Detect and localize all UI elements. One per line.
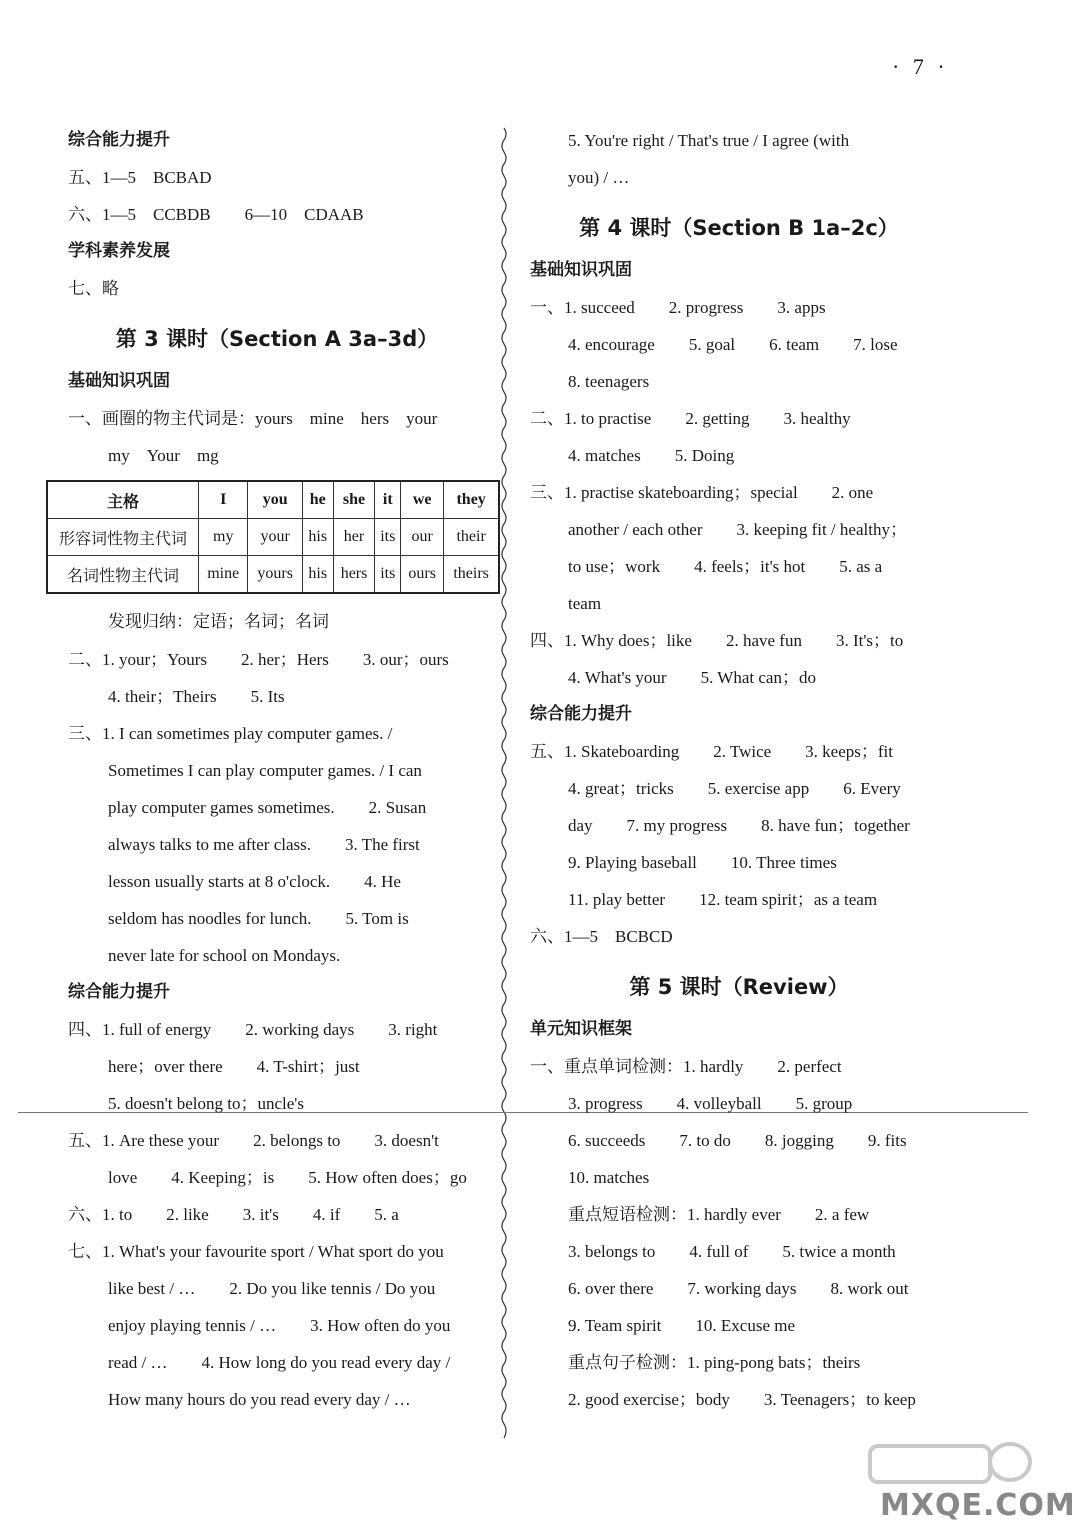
answer-line: play computer games sometimes. 2. Susan — [108, 798, 427, 817]
answer-line: 六、1—5 CCBDB 6—10 CDAAB — [68, 205, 364, 224]
answer-line: 四、1. full of energy 2. working days 3. right — [68, 1020, 438, 1039]
answer-line: you) / … — [568, 168, 630, 187]
answer-line: 6. over there 7. working days 8. work out — [568, 1279, 909, 1298]
answer-line: 三、1. I can sometimes play computer games. / — [68, 724, 393, 743]
left-column — [58, 122, 489, 1418]
answer-line: lesson usually starts at 8 o'clock. 4. He — [108, 872, 401, 891]
table-row: 形容词性物主代词 my your his her its our their — [47, 519, 499, 556]
answer-line: Sometimes I can play computer games. / I can — [108, 761, 422, 780]
answer-line: another / each other 3. keeping fit / healthy； — [568, 520, 907, 539]
answer-line: team — [568, 594, 602, 613]
answer-line: seldom has noodles for lunch. 5. Tom is — [108, 909, 409, 928]
answer-line: 10. matches — [568, 1168, 650, 1187]
answer-line: How many hours do you read every day / … — [108, 1390, 411, 1409]
pronoun-table — [46, 480, 500, 594]
answer-line: love 4. Keeping；is 5. How often does；go — [108, 1168, 467, 1187]
answer-line: 5. doesn't belong to；uncle's — [108, 1094, 304, 1113]
answer-line: 3. progress 4. volleyball 5. group — [568, 1094, 853, 1113]
answer-line: 9. Playing baseball 10. Three times — [568, 853, 837, 872]
answer-line: 4. What's your 5. What can；do — [568, 668, 816, 687]
answer-line: 一、重点单词检测：1. hardly 2. perfect — [530, 1057, 842, 1076]
answer-line: 4. their；Theirs 5. Its — [108, 687, 285, 706]
answer-line: 重点短语检测：1. hardly ever 2. a few — [568, 1205, 870, 1224]
answer-line: to use；work 4. feels；it's hot 5. as a — [568, 557, 883, 576]
lesson-title: 第 3 课时（Section A 3a–3d） — [115, 327, 439, 351]
answer-line: 二、1. to practise 2. getting 3. healthy — [530, 409, 851, 428]
answer-line: 11. play better 12. team spirit；as a team — [568, 890, 878, 909]
section-heading: 综合能力提升 — [530, 704, 632, 724]
answer-line: 2. good exercise；body 3. Teenagers；to keep — [568, 1390, 916, 1409]
answer-line: 重点句子检测：1. ping-pong bats；theirs — [568, 1353, 861, 1372]
answer-line: 六、1. to 2. like 3. it's 4. if 5. a — [68, 1205, 399, 1224]
answer-line: 发现归纳：定语；名词；名词 — [108, 612, 329, 632]
column-divider — [498, 128, 510, 1438]
answer-line: 五、1. Skateboarding 2. Twice 3. keeps；fit — [530, 742, 893, 761]
answer-line: day 7. my progress 8. have fun；together — [568, 816, 910, 835]
answer-line: 3. belongs to 4. full of 5. twice a month — [568, 1242, 896, 1261]
answer-line: 6. succeeds 7. to do 8. jogging 9. fits — [568, 1131, 907, 1150]
answer-line: 4. encourage 5. goal 6. team 7. lose — [568, 335, 898, 354]
answer-line: 四、1. Why does；like 2. have fun 3. It's；to — [530, 631, 904, 650]
answer-line: 二、1. your；Yours 2. her；Hers 3. our；ours — [68, 650, 449, 669]
section-heading: 基础知识巩固 — [68, 371, 170, 391]
answer-line: enjoy playing tennis / … 3. How often do you — [108, 1316, 451, 1335]
right-column — [530, 122, 948, 1418]
answer-line: read / … 4. How long do you read every day / — [108, 1353, 451, 1372]
answer-line: 五、1. Are these your 2. belongs to 3. doesn't — [68, 1131, 439, 1150]
page-number: · 7 · — [892, 54, 949, 79]
section-heading: 综合能力提升 — [68, 130, 170, 150]
section-heading: 基础知识巩固 — [530, 260, 632, 280]
table-row: 名词性物主代词 mine yours his hers its ours theirs — [47, 556, 499, 594]
answer-line: 五、1—5 BCBAD — [68, 168, 212, 187]
answer-line: 三、1. practise skateboarding；special 2. one — [530, 483, 874, 502]
answer-line: 一、1. succeed 2. progress 3. apps — [530, 298, 826, 317]
lesson-title: 第 4 课时（Section B 1a–2c） — [579, 216, 899, 240]
answer-line: 4. great；tricks 5. exercise app 6. Every — [568, 779, 901, 798]
answer-line: never late for school on Mondays. — [108, 946, 341, 965]
section-heading: 学科素养发展 — [68, 241, 170, 261]
answer-line: 8. teenagers — [568, 372, 650, 391]
answer-line: 六、1—5 BCBCD — [530, 927, 673, 946]
answer-line: like best / … 2. Do you like tennis / Do you — [108, 1279, 436, 1298]
answer-line: 4. matches 5. Doing — [568, 446, 735, 465]
answer-line: always talks to me after class. 3. The first — [108, 835, 420, 854]
answer-line: my Your mg — [108, 446, 219, 465]
section-heading: 单元知识框架 — [530, 1019, 632, 1039]
answer-line: 一、画圈的物主代词是：yours mine hers your — [68, 409, 438, 428]
watermark-text: MXQE.COM — [880, 1488, 1076, 1523]
answer-line: here；over there 4. T-shirt；just — [108, 1057, 360, 1076]
answer-line: 七、1. What's your favourite sport / What sport do you — [68, 1242, 444, 1261]
answer-line: 5. You're right / That's true / I agree (with — [568, 131, 850, 150]
section-heading: 综合能力提升 — [68, 982, 170, 1002]
answer-line: 9. Team spirit 10. Excuse me — [568, 1316, 796, 1335]
lesson-title: 第 5 课时（Review） — [629, 975, 849, 999]
table-row: 主格 I you he she it we they — [47, 481, 499, 519]
answer-line: 七、略 — [68, 279, 119, 298]
